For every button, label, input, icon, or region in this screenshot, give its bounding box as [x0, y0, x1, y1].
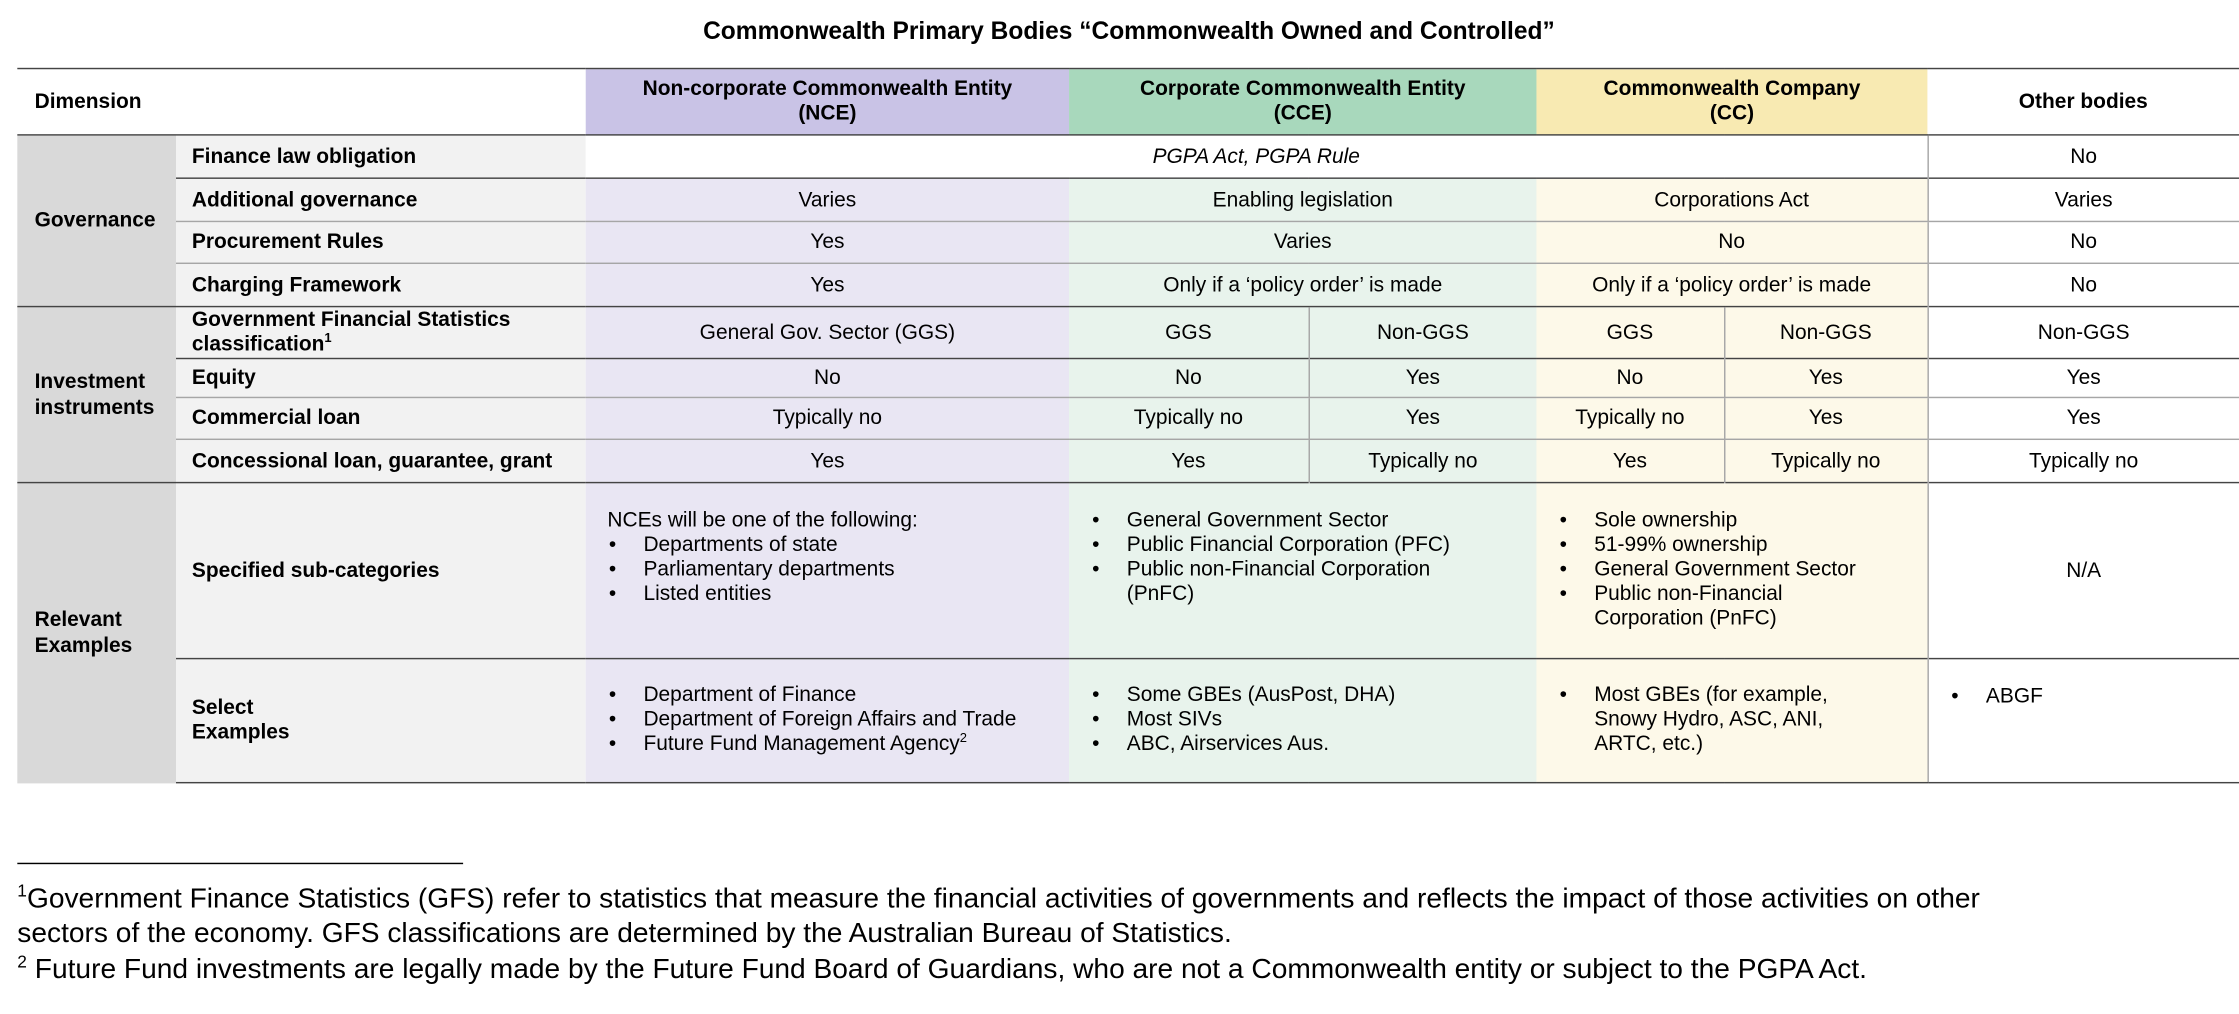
row-commercial-loan — [17, 397, 2239, 439]
cell-cce-examples — [1069, 659, 1536, 783]
header-cce-name: Corporate Commonwealth Entity — [1140, 77, 1466, 101]
other-example-list — [1934, 685, 2233, 710]
page-title: Commonwealth Primary Bodies “Commonwealth Owned and Controlled” — [703, 17, 1555, 45]
row-label: Specified sub-categories — [176, 483, 586, 659]
list-item: • Most SIVs — [1075, 708, 1531, 733]
cell-cc-ggs: Yes — [1536, 439, 1724, 482]
header-nce — [586, 69, 1069, 135]
cell-cce-ggs: No — [1069, 359, 1308, 398]
header-row — [17, 69, 2239, 135]
row-additional-governance — [17, 178, 2239, 221]
row-gfs-classification — [17, 307, 2239, 359]
header-cce-abbr: (CCE) — [1273, 101, 1332, 125]
list-item-text: Future Fund Management Agency — [643, 732, 960, 756]
row-finance-law — [17, 135, 2239, 178]
cell-nce: Varies — [586, 178, 1069, 221]
section-examples-line2: Examples — [34, 634, 133, 658]
row-label-gfs — [176, 307, 586, 359]
list-item: • ABGF — [1934, 685, 2233, 710]
nce-subcat-list — [592, 534, 1064, 608]
cell-cc-non-ggs: Yes — [1724, 359, 1927, 398]
nce-intro: NCEs will be one of the following: — [607, 509, 918, 533]
cell-cce-ggs: GGS — [1069, 307, 1308, 359]
row-concessional — [17, 439, 2239, 482]
cell-nce-subcats — [586, 483, 1069, 659]
nce-example-list — [592, 684, 1064, 758]
cell-cce-subcats — [1069, 483, 1536, 659]
list-item: • Sole ownership — [1542, 509, 1921, 534]
cell-cc-examples — [1536, 659, 1927, 783]
cell-nce: Typically no — [586, 397, 1069, 439]
list-item: • General Government Sector — [1542, 558, 1921, 583]
list-item-line: Public non-Financial Corporation — [1126, 558, 1431, 582]
cell-other: Yes — [1927, 397, 2239, 439]
cc-example-list — [1542, 684, 1921, 758]
row-label: Concessional loan, guarantee, grant — [176, 439, 586, 482]
cell-other: Typically no — [1927, 439, 2239, 482]
header-dimension: Dimension — [17, 69, 585, 135]
section-examples — [17, 483, 176, 783]
section-investment — [17, 307, 176, 483]
footnote-1-text: Government Finance Statistics (GFS) refer to statistics that measure the financial activities of governments and reflects the impact of those activities on other — [26, 882, 1980, 915]
list-item: • Listed entities — [592, 583, 1064, 608]
list-item: • General Government Sector — [1075, 509, 1531, 534]
row-charging — [17, 263, 2239, 306]
footnote-1-marker: 1 — [17, 880, 27, 901]
section-examples-line1: Relevant — [34, 608, 122, 632]
cell-cce-ggs: Typically no — [1069, 397, 1308, 439]
cell-other: No — [1927, 221, 2239, 263]
row-label: Additional governance — [176, 178, 586, 221]
list-item: • ABC, Airservices Aus. — [1075, 733, 1531, 758]
cell-other: No — [1927, 263, 2239, 306]
footnote-1 — [17, 881, 2239, 950]
cell-other-examples — [1927, 659, 2239, 783]
footnote-1-line2: sectors of the economy. GFS classifications are determined by the Australian Bureau of Statistics. — [17, 917, 1232, 950]
header-cce — [1069, 69, 1536, 135]
comparison-table — [17, 68, 2239, 784]
list-item: • Department of Foreign Affairs and Trade — [592, 708, 1064, 733]
cell-nce: No — [586, 359, 1069, 398]
row-label: Commercial loan — [176, 397, 586, 439]
cell-nce: Yes — [586, 263, 1069, 306]
list-item-line: Public non-Financial — [1594, 582, 1783, 606]
row-label: Finance law obligation — [176, 135, 586, 178]
cell-other: Yes — [1927, 359, 2239, 398]
list-item-line: Snowy Hydro, ASC, ANI, — [1594, 708, 1824, 732]
header-cc — [1536, 69, 1927, 135]
footnote-2 — [17, 952, 2239, 987]
gfs-label-line2 — [191, 329, 580, 358]
cce-subcat-list — [1075, 509, 1531, 607]
row-procurement — [17, 221, 2239, 263]
section-investment-line2: instruments — [34, 396, 155, 420]
cell-cc: No — [1536, 221, 1927, 263]
cell-cce: Only if a ‘policy order’ is made — [1069, 263, 1536, 306]
header-nce-name: Non-corporate Commonwealth Entity — [642, 77, 1013, 101]
list-item-line: ARTC, etc.) — [1594, 732, 1704, 756]
cell-other: Non-GGS — [1927, 307, 2239, 359]
list-item: • Parliamentary departments — [592, 558, 1064, 583]
cc-subcat-list — [1542, 509, 1921, 632]
cell-nce-examples — [586, 659, 1069, 783]
cell-cc-ggs: Typically no — [1536, 397, 1724, 439]
cell-other: Varies — [1927, 178, 2239, 221]
list-item-line: (PnFC) — [1126, 582, 1195, 606]
footnote-2-text: Future Fund investments are legally made by the Future Fund Board of Guardians, who are not a Commonwealth entity or subject to the PGPA Act. — [26, 953, 1867, 986]
cell-cc-ggs: No — [1536, 359, 1724, 398]
row-label: Equity — [176, 359, 586, 398]
section-investment-line1: Investment — [34, 370, 146, 394]
cell-cc-non-ggs: Non-GGS — [1724, 307, 1927, 359]
finance-law-value — [586, 135, 1928, 178]
cell-cce-non-ggs: Yes — [1309, 359, 1537, 398]
gfs-label-text: classification — [191, 332, 325, 356]
gfs-label-line1: Government Financial Statistics — [191, 308, 511, 332]
row-equity — [17, 359, 2239, 398]
list-item — [1542, 583, 1921, 632]
header-nce-abbr: (NCE) — [798, 101, 857, 125]
row-sub-categories — [17, 483, 2239, 659]
list-item: • Department of Finance — [592, 684, 1064, 709]
footnote-1-line1 — [17, 881, 2239, 916]
cell-cce-ggs: Yes — [1069, 439, 1308, 482]
select-label-line2: Examples — [191, 720, 290, 744]
finance-law-text: PGPA Act, PGPA Rule — [1152, 144, 1360, 169]
cell-cc-non-ggs: Typically no — [1724, 439, 1927, 482]
list-item: • Public Financial Corporation (PFC) — [1075, 534, 1531, 559]
footnote-2-marker: 2 — [17, 951, 27, 972]
row-label-select — [176, 659, 586, 783]
cell-cce-non-ggs: Non-GGS — [1309, 307, 1537, 359]
cell-cc-non-ggs: Yes — [1724, 397, 1927, 439]
header-cc-name: Commonwealth Company — [1603, 77, 1861, 101]
list-item: • Some GBEs (AusPost, DHA) — [1075, 684, 1531, 709]
list-item — [1542, 684, 1921, 758]
cell-cc-ggs: GGS — [1536, 307, 1724, 359]
row-select-examples — [17, 659, 2239, 783]
cell-nce: Yes — [586, 221, 1069, 263]
cell-nce: Yes — [586, 439, 1069, 482]
list-item: • 51-99% ownership — [1542, 534, 1921, 559]
row-label: Procurement Rules — [176, 221, 586, 263]
list-item — [592, 730, 1064, 758]
row-label: Charging Framework — [176, 263, 586, 306]
header-other: Other bodies — [1927, 69, 2239, 135]
cell-cc: Only if a ‘policy order’ is made — [1536, 263, 1927, 306]
select-label-line1: Select — [191, 696, 254, 720]
cell-nce: General Gov. Sector (GGS) — [586, 307, 1069, 359]
section-governance: Governance — [17, 135, 176, 307]
cell-other: N/A — [1927, 483, 2239, 659]
cell-cc-subcats — [1536, 483, 1927, 659]
header-cc-abbr: (CC) — [1709, 101, 1755, 125]
cell-cce: Enabling legislation — [1069, 178, 1536, 221]
list-item-line: Corporation (PnFC) — [1594, 607, 1777, 631]
cce-example-list — [1075, 684, 1531, 758]
list-item — [1075, 558, 1531, 607]
footnote-divider — [17, 863, 463, 864]
cell-cce-non-ggs: Typically no — [1309, 439, 1537, 482]
footnote-ref-1: 1 — [324, 329, 332, 345]
list-item-line: Most GBEs (for example, — [1594, 683, 1828, 707]
list-item: • Departments of state — [592, 534, 1064, 559]
cell-cce: Varies — [1069, 221, 1536, 263]
cell-other: No — [1927, 135, 2239, 178]
footnote-ref-2: 2 — [959, 730, 967, 745]
cell-cc: Corporations Act — [1536, 178, 1927, 221]
cell-cce-non-ggs: Yes — [1309, 397, 1537, 439]
